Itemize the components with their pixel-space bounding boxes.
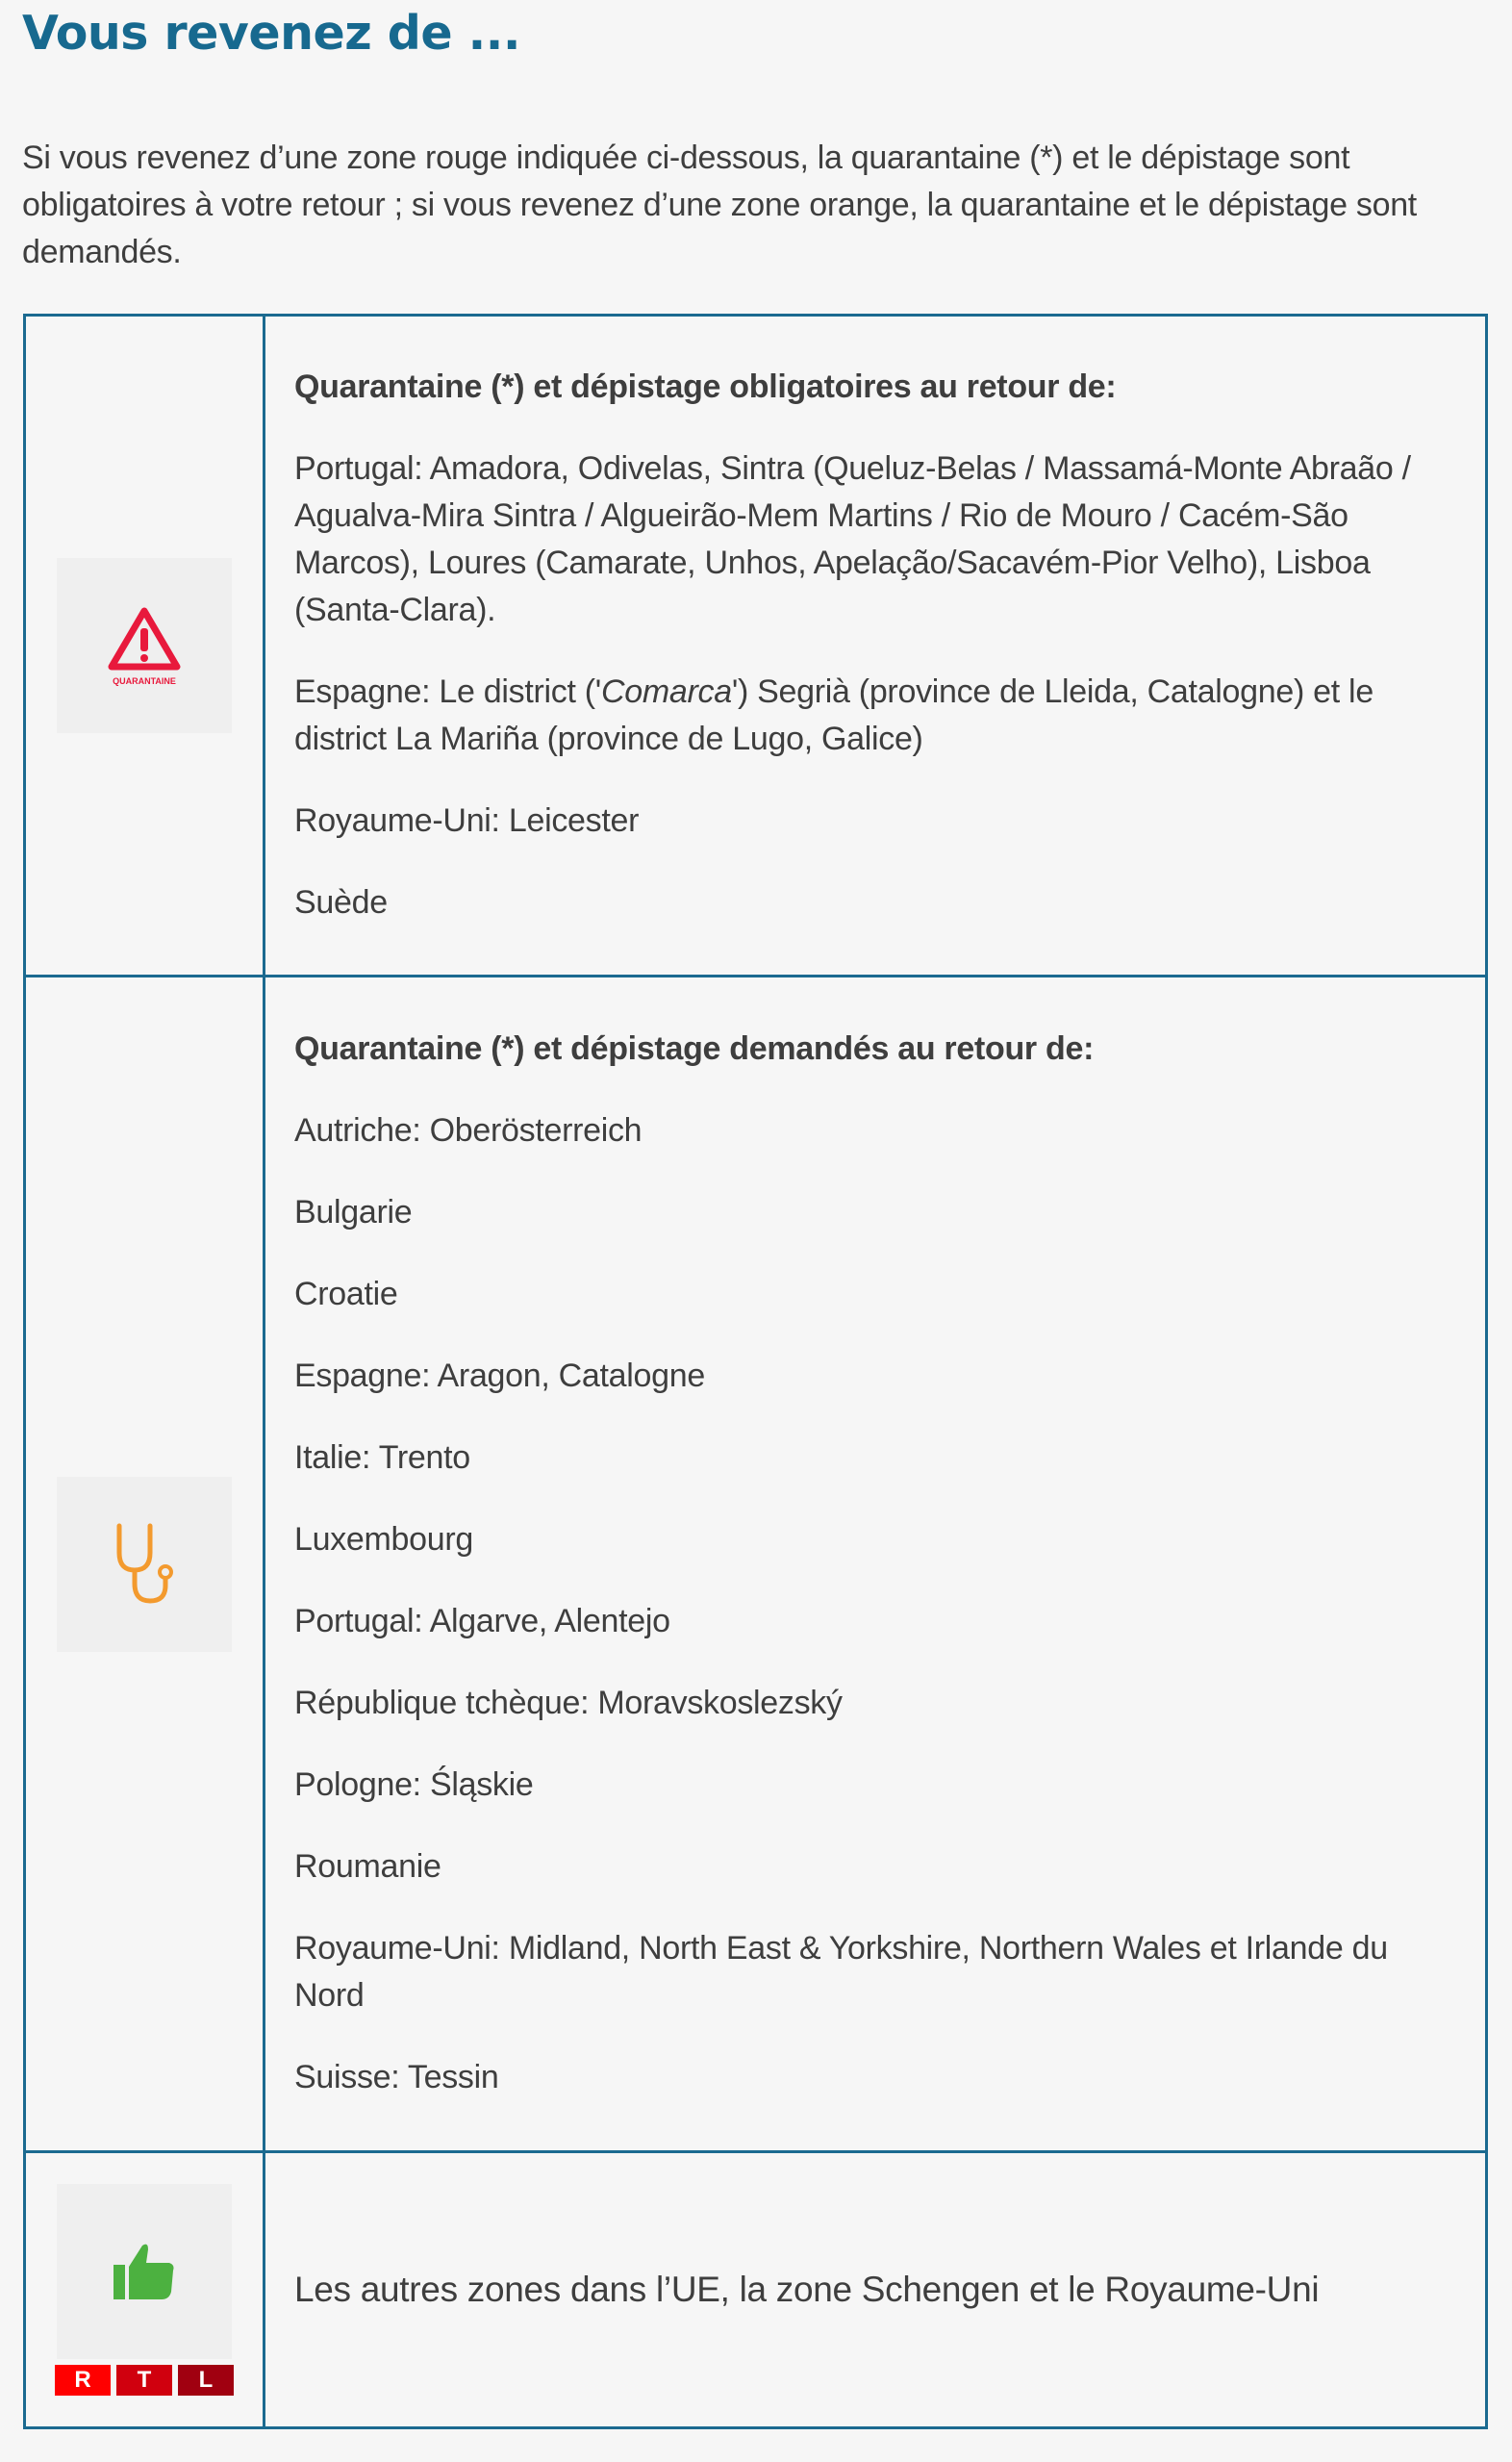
stethoscope-icon <box>106 1516 183 1612</box>
list-item: Suède <box>294 883 388 921</box>
list-item: Italie: Trento <box>294 1438 470 1476</box>
list-item: Portugal: Algarve, Alentejo <box>294 1602 670 1639</box>
text-cell <box>265 2152 1487 2428</box>
list-item: Suisse: Tessin <box>294 2058 499 2095</box>
warning-triangle-icon <box>106 605 183 673</box>
list-item: Royaume-Uni: Midland, North East & Yorkshire, Northern Wales et Irlande du Nord <box>294 1929 1388 2014</box>
quarantine-image <box>57 558 232 733</box>
thumbs-up-icon <box>113 2242 175 2301</box>
table-row-red-zone <box>25 316 1487 977</box>
row-heading: Quarantaine (*) et dépistage obligatoires au retour de: <box>294 368 1117 405</box>
rtl-logo <box>27 2365 262 2396</box>
stethoscope-image <box>57 1477 232 1652</box>
page-title: Vous revenez de ... <box>22 6 520 61</box>
list-item: Luxembourg <box>294 1520 474 1558</box>
list-item: Pologne: Śląskie <box>294 1765 534 1803</box>
logo-letter: T <box>116 2365 172 2396</box>
text-cell <box>265 316 1487 977</box>
list-item: Royaume-Uni: Leicester <box>294 801 640 839</box>
icon-cell <box>25 977 265 2152</box>
list-item: Roumanie <box>294 1847 441 1885</box>
zones-table <box>23 314 1488 2429</box>
text-italic: Comarca <box>600 673 732 710</box>
quarantine-label: QUARANTAINE <box>113 676 176 686</box>
intro-text: Si vous revenez d’une zone rouge indiquée ci-dessous, la quarantaine (*) et le dépistage sont obligatoires à votre retour ; si vous revenez d’une zone orange, la quarantaine et le dépistage sont demandés. <box>22 140 1417 270</box>
list-item: Espagne: Aragon, Catalogne <box>294 1357 705 1394</box>
list-item <box>294 669 1456 763</box>
icon-cell <box>25 316 265 977</box>
list-item: République tchèque: Moravskoslezský <box>294 1684 843 1721</box>
text-part: ') Segrià (province de Lleida, Catalogne) et le district La Mariña (province de Lugo, Galice) <box>294 673 1373 757</box>
list-item: Autriche: Oberösterreich <box>294 1111 643 1149</box>
logo-letter: R <box>55 2365 111 2396</box>
table-row-other-zones <box>25 2152 1487 2428</box>
icon-cell <box>25 2152 265 2428</box>
list-item: Portugal: Amadora, Odivelas, Sintra (Queluz-Belas / Massamá-Monte Abraão / Agualva-Mira Sintra / Algueirão-Mem Martins / Rio de Mouro / Cacém-São Marcos), Loures (Camarate, Unhos, Apelação/Sacavém-Pior Velho), Lisboa (Santa-Clara). <box>294 449 1411 628</box>
thumbs-up-image <box>57 2184 232 2359</box>
row-heading: Quarantaine (*) et dépistage demandés au retour de: <box>294 1029 1095 1067</box>
text-cell <box>265 977 1487 2152</box>
table-row-orange-zone <box>25 977 1487 2152</box>
logo-letter: L <box>178 2365 234 2396</box>
text-part: Espagne: Le district (' <box>294 673 601 710</box>
list-item: Bulgarie <box>294 1193 413 1231</box>
list-item: Croatie <box>294 1275 398 1312</box>
other-zones-text: Les autres zones dans l’UE, la zone Schengen et le Royaume-Uni <box>294 2269 1320 2309</box>
